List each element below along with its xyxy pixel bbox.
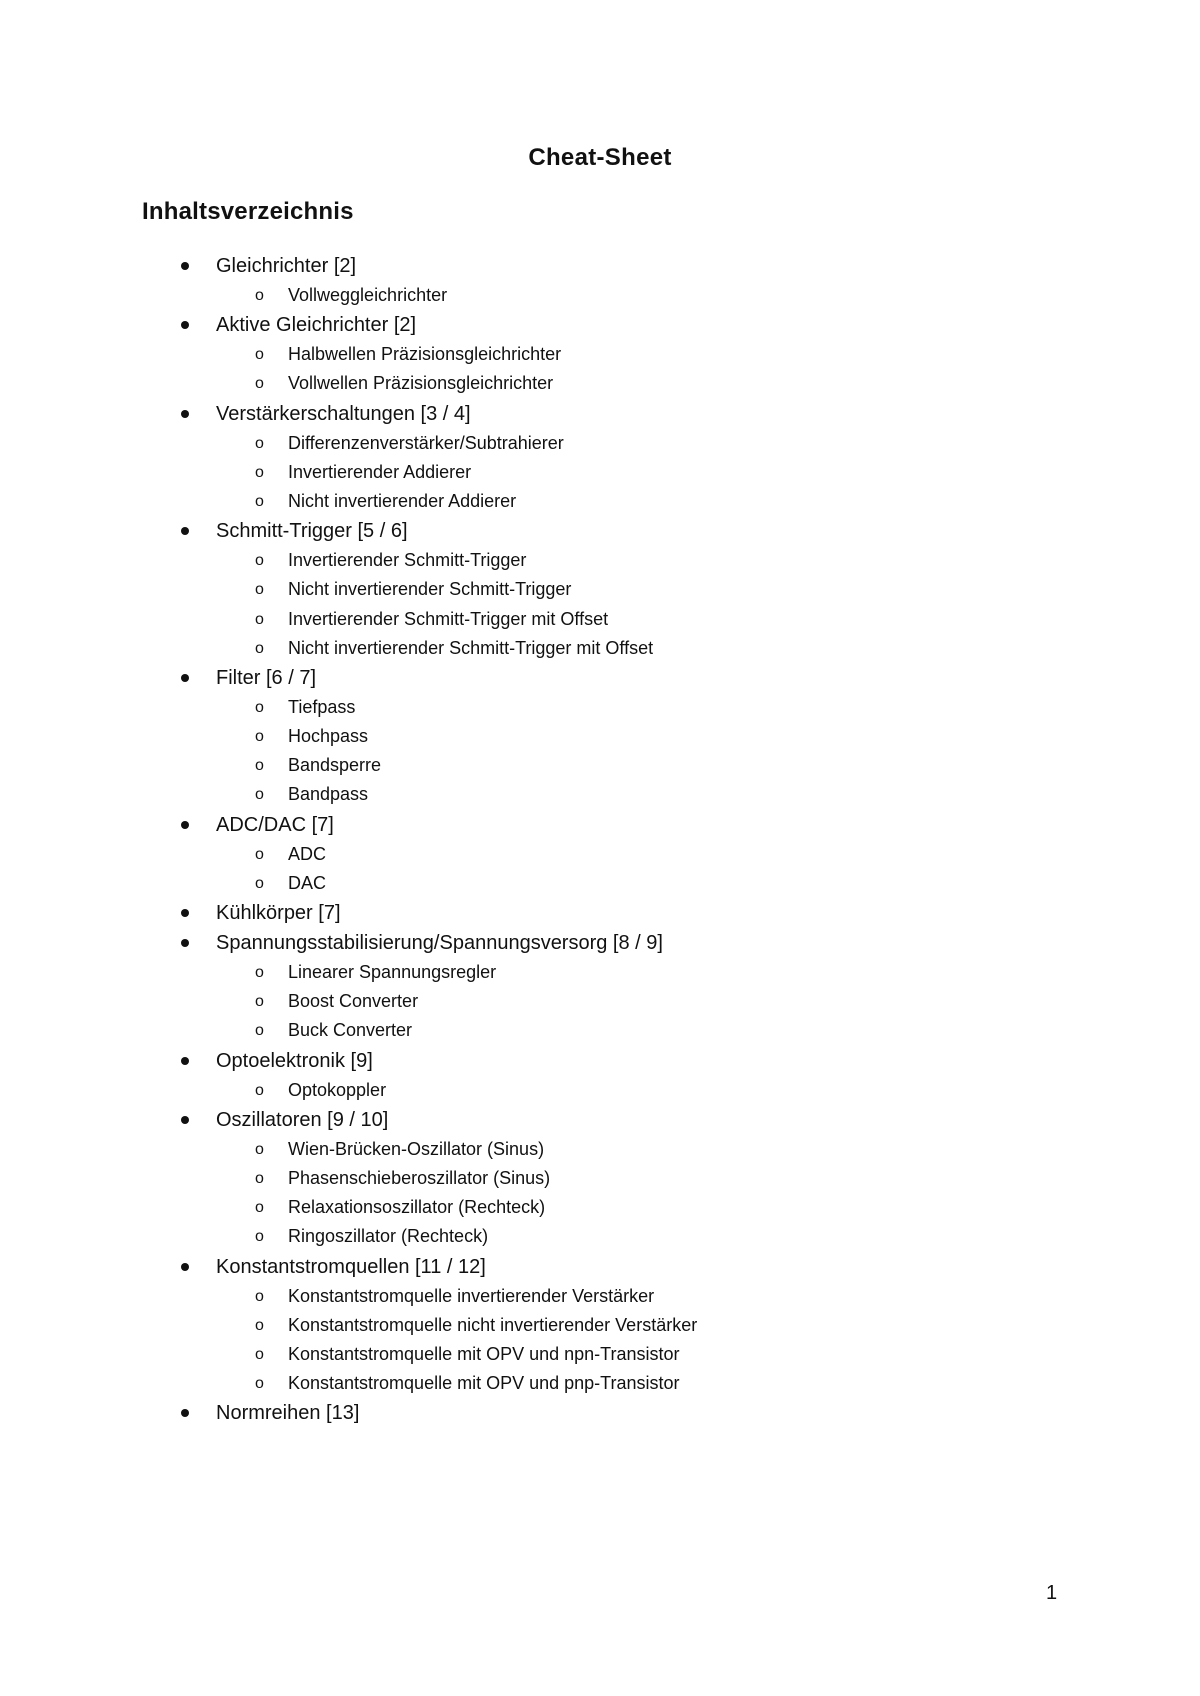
- toc-sub-item-label: Vollweggleichrichter: [288, 285, 448, 305]
- toc-sub-item-label: Relaxationsoszillator (Rechteck): [288, 1197, 546, 1218]
- toc-sub-list: [0, 281, 1200, 310]
- sub-bullet-icon: o: [255, 1287, 264, 1305]
- toc-item: [0, 399, 1200, 517]
- toc-sub-item: [0, 1369, 1200, 1398]
- toc-entry-label: Schmitt-Trigger [5 / 6]: [216, 520, 408, 543]
- toc-item: [0, 898, 1200, 928]
- toc-entry: [0, 1252, 1200, 1282]
- toc-item: [0, 310, 1200, 398]
- sub-bullet-icon: o: [255, 845, 264, 863]
- bullet-icon: [181, 939, 189, 947]
- toc-sub-item: [0, 869, 1200, 898]
- toc-sub-item: [0, 1193, 1200, 1222]
- sub-bullet-icon: o: [255, 964, 264, 981]
- toc-sub-list: [0, 693, 1200, 810]
- sub-bullet-icon: o: [255, 610, 264, 628]
- toc-entry: [0, 399, 1200, 429]
- toc-entry-label: Filter [6 / 7]: [216, 666, 317, 689]
- toc-sub-item-label: Nicht invertierender Schmitt-Trigger: [288, 579, 572, 600]
- sub-bullet-icon: o: [255, 1375, 264, 1393]
- sub-bullet-icon: o: [255, 1345, 264, 1363]
- sub-bullet-icon: o: [255, 993, 264, 1011]
- toc-sub-item-label: Ringoszillator (Rechteck): [288, 1226, 489, 1247]
- sub-bullet-icon: o: [255, 463, 264, 481]
- toc-entry: [0, 251, 1200, 281]
- toc-sub-item-label: Nicht invertierender Schmitt-Trigger mit Offset: [288, 637, 654, 658]
- toc-sub-item-label: Bandsperre: [288, 755, 382, 776]
- toc-entry-label: Aktive Gleichrichter [2]: [216, 314, 417, 337]
- toc-sub-list: [0, 340, 1200, 398]
- toc-sub-item-label: Differenzenverstärker/Subtrahierer: [288, 432, 564, 453]
- toc-entry: [0, 310, 1200, 340]
- sub-bullet-icon: o: [255, 581, 264, 599]
- toc-entry: [0, 928, 1200, 958]
- toc-sub-item-label: Halbwellen Präzisionsgleichrichter: [288, 344, 562, 365]
- toc-entry-label: Konstantstromquellen [11 / 12]: [216, 1255, 486, 1278]
- toc-sub-item-label: Nicht invertierender Addierer: [288, 490, 517, 511]
- toc-sub-item-label: Tiefpass: [288, 696, 356, 717]
- toc-sub-item-label: Optokoppler: [288, 1079, 387, 1100]
- bullet-icon: [181, 527, 189, 535]
- toc-sub-list: [0, 1076, 1200, 1105]
- sub-bullet-icon: o: [255, 728, 264, 746]
- toc-entry-label: Spannungsstabilisierung/Spannungsversorg [8 / 9]: [216, 932, 663, 954]
- toc-sub-list: [0, 429, 1200, 517]
- bullet-icon: [181, 1409, 189, 1417]
- toc-entry-label: Normreihen [13]: [216, 1402, 360, 1425]
- toc-sub-item-label: Konstantstromquelle invertierender Verstärker: [288, 1285, 655, 1306]
- toc-sub-item: [0, 722, 1200, 751]
- toc-entry-label: Gleichrichter [2]: [216, 255, 357, 277]
- sub-bullet-icon: o: [255, 698, 264, 716]
- toc-sub-item: [0, 605, 1200, 634]
- sub-bullet-icon: o: [255, 434, 264, 452]
- toc-sub-item: [0, 840, 1200, 869]
- bullet-icon: [181, 674, 189, 682]
- toc-sub-item: [0, 693, 1200, 722]
- toc-item: [0, 928, 1200, 1046]
- sub-bullet-icon: o: [255, 639, 264, 657]
- sub-bullet-icon: o: [255, 1228, 264, 1246]
- bullet-icon: [181, 909, 189, 917]
- sub-bullet-icon: o: [255, 375, 264, 393]
- toc-sub-item: [0, 546, 1200, 575]
- toc-sub-list: [0, 1282, 1200, 1399]
- sub-bullet-icon: o: [255, 492, 264, 510]
- toc-sub-item-label: Invertierender Addierer: [288, 461, 472, 482]
- toc-entry-label: Kühlkörper [7]: [216, 902, 341, 924]
- toc-sub-item: [0, 634, 1200, 663]
- toc-sub-item: [0, 1222, 1200, 1251]
- toc-sub-item: [0, 340, 1200, 369]
- toc-entry-label: ADC/DAC [7]: [216, 813, 334, 836]
- sub-bullet-icon: o: [255, 1199, 264, 1217]
- toc-item: [0, 810, 1200, 898]
- toc-item: [0, 1252, 1200, 1399]
- toc-sub-item: [0, 429, 1200, 458]
- toc-sub-item-label: DAC: [288, 872, 327, 893]
- toc-entry: [0, 810, 1200, 840]
- toc-sub-item-label: Konstantstromquelle nicht invertierender Verstärker: [288, 1314, 698, 1335]
- bullet-icon: [181, 1263, 189, 1271]
- sub-bullet-icon: o: [255, 1022, 264, 1040]
- toc-sub-item: [0, 1340, 1200, 1369]
- bullet-icon: [181, 262, 189, 270]
- toc-sub-item-label: Phasenschieberoszillator (Sinus): [288, 1167, 551, 1188]
- sub-bullet-icon: o: [255, 874, 264, 892]
- bullet-icon: [181, 1057, 189, 1065]
- sub-bullet-icon: o: [255, 552, 264, 570]
- sub-bullet-icon: o: [255, 1316, 264, 1334]
- toc-sub-list: [0, 1135, 1200, 1252]
- sub-bullet-icon: o: [255, 346, 264, 364]
- bullet-icon: [181, 1116, 189, 1124]
- toc-entry: [0, 1105, 1200, 1135]
- toc-sub-item: [0, 487, 1200, 516]
- page-number: 1: [1046, 1582, 1058, 1604]
- toc-sub-item-label: Konstantstromquelle mit OPV und npn-Transistor: [288, 1343, 680, 1364]
- toc-item: [0, 663, 1200, 810]
- toc-entry: [0, 516, 1200, 546]
- toc-entry: [0, 1046, 1200, 1076]
- toc-sub-list: [0, 958, 1200, 1046]
- toc-sub-item-label: Bandpass: [288, 784, 369, 805]
- toc-sub-item-label: Linearer Spannungsregler: [288, 962, 497, 982]
- toc-sub-list: [0, 546, 1200, 663]
- toc-entry: [0, 1398, 1200, 1428]
- toc-entry: [0, 663, 1200, 693]
- bullet-icon: [181, 321, 189, 329]
- toc-sub-item-label: Hochpass: [288, 726, 369, 747]
- toc-sub-item: [0, 369, 1200, 398]
- toc-sub-item: [0, 1135, 1200, 1164]
- toc-sub-item: [0, 780, 1200, 809]
- toc-item: [0, 516, 1200, 663]
- toc-sub-item-label: Wien-Brücken-Oszillator (Sinus): [288, 1138, 545, 1159]
- toc-sub-item-label: Vollwellen Präzisionsgleichrichter: [288, 373, 554, 394]
- toc-entry-label: Verstärkerschaltungen [3 / 4]: [216, 402, 471, 425]
- toc-entry-label: Oszillatoren [9 / 10]: [216, 1108, 389, 1131]
- toc-sub-item-label: Buck Converter: [288, 1020, 413, 1041]
- toc-sub-item: [0, 575, 1200, 604]
- toc-sub-item: [0, 958, 1200, 987]
- toc-item: [0, 1105, 1200, 1252]
- toc-item: [0, 251, 1200, 310]
- toc-sub-item: [0, 281, 1200, 310]
- toc-sub-item-label: Konstantstromquelle mit OPV und pnp-Transistor: [288, 1373, 680, 1394]
- toc-sub-item: [0, 1282, 1200, 1311]
- toc-sub-item: [0, 458, 1200, 487]
- toc-sub-list: [0, 840, 1200, 898]
- bullet-icon: [181, 410, 189, 418]
- bullet-icon: [181, 821, 189, 829]
- toc-heading: Inhaltsverzeichnis: [142, 198, 354, 225]
- toc-item: [0, 1046, 1200, 1105]
- toc-entry-label: Optoelektronik [9]: [216, 1049, 373, 1072]
- sub-bullet-icon: o: [255, 1140, 264, 1158]
- toc-sub-item: [0, 1016, 1200, 1045]
- table-of-contents: [0, 251, 1200, 1428]
- sub-bullet-icon: o: [255, 757, 264, 775]
- toc-sub-item-label: Boost Converter: [288, 991, 419, 1012]
- sub-bullet-icon: o: [255, 287, 264, 304]
- sub-bullet-icon: o: [255, 1169, 264, 1187]
- toc-sub-item: [0, 751, 1200, 780]
- toc-entry: [0, 898, 1200, 928]
- toc-sub-item: [0, 987, 1200, 1016]
- toc-sub-item: [0, 1311, 1200, 1340]
- toc-sub-item: [0, 1164, 1200, 1193]
- document-title: Cheat-Sheet: [528, 144, 672, 171]
- sub-bullet-icon: o: [255, 786, 264, 804]
- toc-sub-item-label: Invertierender Schmitt-Trigger: [288, 550, 527, 571]
- toc-sub-item-label: Invertierender Schmitt-Trigger mit Offset: [288, 608, 609, 629]
- sub-bullet-icon: o: [255, 1081, 264, 1099]
- toc-sub-item: [0, 1076, 1200, 1105]
- toc-item: [0, 1398, 1200, 1428]
- toc-sub-item-label: ADC: [288, 843, 327, 864]
